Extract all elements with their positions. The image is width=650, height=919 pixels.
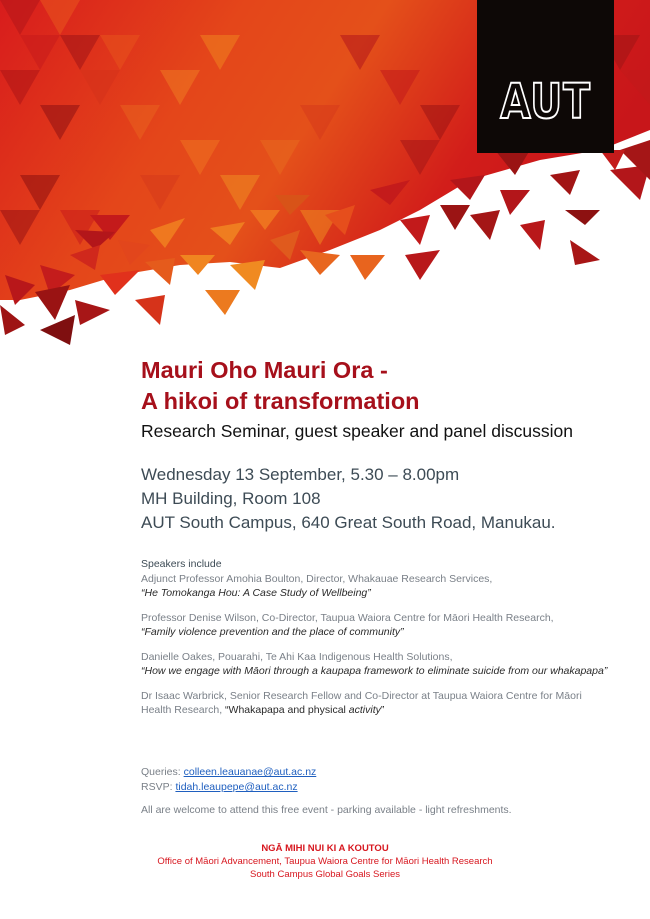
speakers-heading: Speakers include: [141, 558, 222, 570]
queries-email-link[interactable]: colleen.leauanae@aut.ac.nz: [183, 766, 317, 778]
footer-series: South Campus Global Goals Series: [250, 869, 400, 880]
event-room: MH Building, Room 108: [141, 489, 321, 508]
rsvp-line: [141, 780, 316, 795]
speaker-item: [141, 650, 611, 679]
event-title: [141, 355, 420, 417]
event-title-line-2: A hikoi of transformation: [141, 388, 420, 414]
rsvp-label: RSVP:: [141, 781, 176, 793]
event-subtitle: Research Seminar, guest speaker and panel discussion: [141, 421, 573, 441]
contacts-section: [141, 765, 316, 795]
speaker-item: [141, 572, 611, 601]
speaker-talk-title: “He Tomokanga Hou: A Case Study of Wellbeing”: [141, 587, 371, 599]
speaker-name: Adjunct Professor Amohia Boulton, Director, Whakauae Research Services,: [141, 572, 493, 585]
speaker-item: [141, 689, 611, 718]
welcome-note: All are welcome to attend this free event - parking available - light refreshments.: [141, 804, 512, 816]
event-title-line-1: Mauri Oho Mauri Ora -: [141, 357, 388, 383]
queries-label: Queries:: [141, 766, 184, 778]
speaker-talk-title: “Family violence prevention and the place of community”: [141, 626, 404, 638]
event-date-time: Wednesday 13 September, 5.30 – 8.00pm: [141, 465, 460, 484]
aut-logo: [477, 0, 614, 153]
speaker-talk-title-end: ”: [380, 704, 385, 716]
queries-line: [141, 765, 316, 780]
speaker-talk-title-plain: “Whakapapa and physical: [225, 704, 349, 716]
speaker-name: Danielle Oakes, Pouarahi, Te Ahi Kaa Indigenous Health Solutions,: [141, 650, 453, 663]
speakers-section: [141, 557, 611, 728]
event-details: [141, 463, 556, 535]
speaker-item: [141, 611, 611, 640]
aut-logo-text: AUT: [500, 74, 591, 130]
footer: [0, 842, 650, 881]
speaker-name: Dr Isaac Warbrick, Senior Research Fellow and Co-Director at Taupua Waiora Centre for Māori Health Research,: [141, 689, 582, 716]
footer-organisers: Office of Māori Advancement, Taupua Waiora Centre for Māori Health Research: [157, 856, 493, 867]
speaker-talk-title-italic: activity: [348, 704, 381, 716]
speaker-name: Professor Denise Wilson, Co-Director, Taupua Waiora Centre for Māori Health Research,: [141, 611, 554, 624]
speaker-talk-title: [225, 704, 384, 716]
rsvp-email-link[interactable]: tidah.leaupepe@aut.ac.nz: [175, 781, 298, 793]
speaker-talk-title: “How we engage with Māori through a kaupapa framework to eliminate suicide from our whakapapa”: [141, 665, 608, 677]
event-address: AUT South Campus, 640 Great South Road, Manukau.: [141, 513, 556, 532]
footer-thanks: NGĀ MIHI NUI KI A KOUTOU: [261, 843, 389, 854]
